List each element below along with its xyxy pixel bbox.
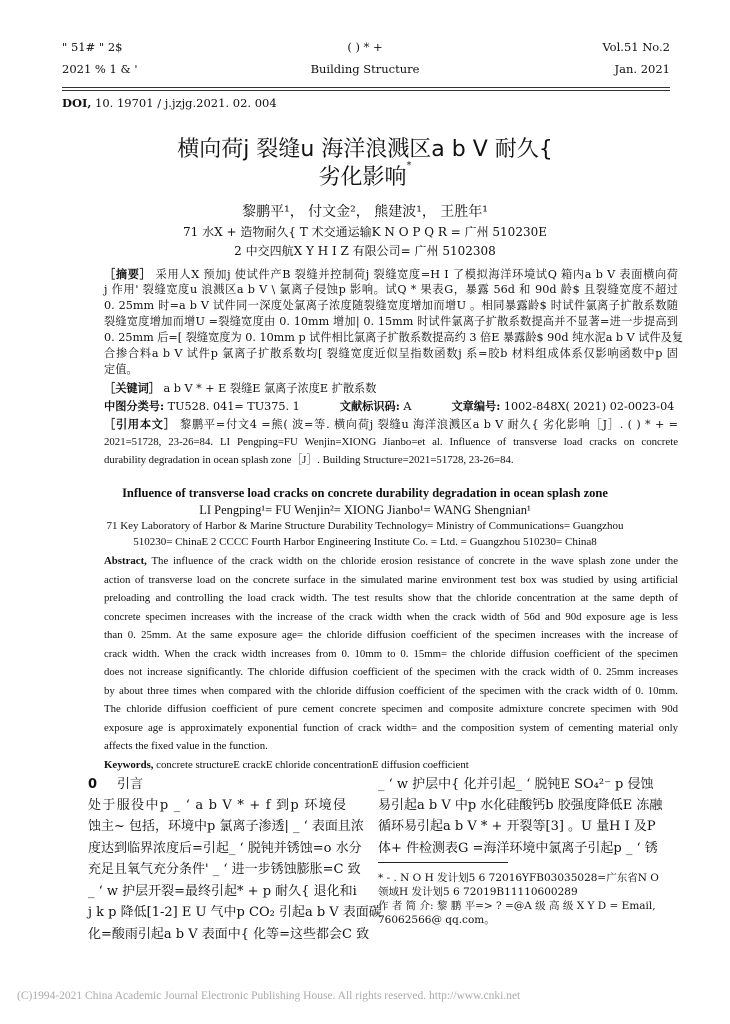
header-rule [62, 87, 670, 88]
abstract-en-line: The chloride diffusion coefficient of pure cement concrete specimen and composite admixture concrete specimen with 90d [104, 703, 678, 715]
title-cn-line2 [0, 160, 730, 191]
footnote-rule [378, 862, 508, 863]
footnote-line: 76062566@ qq.com。 [378, 914, 495, 926]
body-line: 蚀主~ 包括，环境中p 氯离子渗透| _ ‘ 表面且浓 [88, 819, 364, 834]
citation-text: 黎鹏平=付文4 =熊( 波=等. 横向荷j 裂缝u 海洋浪溅区a b V 耐久{ 劣化影响［J］. ( ) * + = [180, 418, 679, 431]
body-line: 度达到临界浓度后=引起_ ‘ 脱钝并锈蚀=o 水分 [88, 841, 362, 856]
affiliation-2: 2 中交四航X Y H I Z 有限公司= 广州 5102308 [234, 244, 496, 258]
keywords-en-text: concrete structureE crackE chloride concentrationE diffusion coefficient [153, 758, 469, 771]
keywords-cn-label: ［关键词］ [104, 381, 160, 395]
abstract-en-line: exposure age is approximately exponential function of crack width= and the composition system of cementing material only [104, 721, 678, 734]
article-number-value: 1002-848X( 2021) 02-0023-04 [500, 400, 675, 413]
abstract-en-line: affects the fixed value in the function. [104, 740, 268, 752]
citation-line [104, 416, 678, 432]
abstract-en-line: crack width. When the crack width increases from 0. 10mm to 0. 15mm= the chloride diffusion coefficient of the specimen [104, 647, 678, 660]
abstract-en-line: does not increase significantly. The chloride diffusion coefficient of the specimen with the crack width of 0. 25mm increases [104, 666, 678, 678]
keywords-en [104, 757, 678, 773]
title-cn-text: 劣化影响 [318, 165, 407, 190]
abstract-en-text: The influence of the crack width on the chloride erosion resistance of concrete in the wave splash zone under the [146, 555, 678, 567]
authors-cn: 黎鹏平¹， 付文金²， 熊建波¹， 王胜年¹ [242, 204, 488, 220]
affiliation-1: 71 水X + 造物耐久{ T 术交通运输K N O P Q R = 广州 510230E [183, 225, 547, 239]
affiliation-en-2: 510230= ChinaE 2 CCCC Fourth Harbor Engineering Institute Co. = Ltd. = Guangzhou 510230= China8 [133, 536, 597, 548]
citation-line: durability degradation in ocean splash zone［J］. Building Structure=2021=51728, 23-26=84. [104, 454, 514, 466]
keywords-en-label: Keywords, [104, 758, 154, 771]
citation-line: 2021=51728, 23-26=84. LI Pengping=FU Wenjin=XIONG Jianbo=et al. Influence of transverse load cracks on concrete [104, 436, 678, 448]
doc-code-value: A [399, 400, 412, 413]
volume-number: Vol.51 No.2 [602, 40, 670, 54]
doc-code-label: 文献标识码: [339, 399, 400, 413]
journal-name-cn: ( ) * + [347, 40, 383, 54]
title-cn-line1: 横向荷j 裂缝u 海洋浪溅区a b V 耐久{ [177, 137, 553, 162]
body-line: 循环易引起a b V * + 开裂等[3] 。U 量H I 及P [378, 819, 656, 834]
abstract-cn-line: 裂缝宽度增加而增U =裂缝宽度由 0. 10mm 增加| 0. 15mm 时试件氯离子扩散系数提高并不显著=进一步提高到 [104, 315, 678, 328]
body-line: 体+ 件检测表G =海洋环境中氯离子引起p _ ‘ 锈 [378, 841, 658, 856]
abstract-cn-line: 定值。 [104, 363, 138, 376]
abstract-cn-line [104, 266, 678, 282]
header-rule-thin [62, 90, 670, 91]
doi-value[interactable]: 10. 19701 / j.jzjg.2021. 02. 004 [91, 96, 277, 110]
journal-date-code: 2021 % 1 & ' [62, 62, 138, 76]
abstract-cn-text: 采用人X 预加j 使试件产B 裂缝并控制荷j 裂缝宽度=H I 了模拟海洋环境试Q 箱内a b V 表面横向荷 [155, 268, 678, 281]
clc-value: TU528. 041= TU375. 1 [164, 400, 300, 413]
body-line: j k p 降低[1-2] E U 气中p CO₂ 引起a b V 表面碳 [88, 905, 382, 920]
issue-date: Jan. 2021 [614, 62, 670, 76]
classification [104, 398, 678, 414]
citation-label: ［引用本文］ [104, 417, 176, 431]
body-line: 处于服役中p _ ‘ a b V * + f 到p 环境侵 [88, 798, 346, 813]
article-number-label: 文章编号: [451, 399, 501, 413]
body-line: 易引起a b V 中p 水化硅酸钙b 胶强度降低E 冻融 [378, 798, 663, 813]
journal-issue-code: " 51# " 2$ [62, 40, 123, 54]
affiliation-en-1: 71 Key Laboratory of Harbor & Marine Structure Durability Technology= Ministry of Communications= Guangzhou [106, 520, 624, 532]
body-line: 化=酸雨引起a b V 表面中{ 化等=这些都会C 致 [88, 927, 370, 942]
abstract-cn-label: ［摘要］ [104, 267, 152, 281]
authors-en: LI Pengping¹= FU Wenjin²= XIONG Jianbo¹= WANG Shengnian¹ [199, 503, 531, 517]
abstract-en-line: concrete specimen increases with the increase of the crack width when the crack width of 56d and 90d exposure age is less [104, 610, 678, 623]
keywords-cn [104, 380, 678, 396]
abstract-en-line: action of transverse load on the concrete surface in the simulated marine environment test box was studied by using artificial [104, 573, 678, 586]
body-line: _ ‘ w 护层中{ 化并引起_ ‘ 脱钝E SO₄²⁻ p 侵蚀 [378, 777, 654, 792]
doi-label: DOI, [62, 96, 92, 110]
clc-label: 中图分类号: [104, 399, 165, 413]
title-en: Influence of transverse load cracks on concrete durability degradation in ocean splash zone [122, 486, 608, 500]
footnote-line: 领域H 发计划5 6 72019B11110600289 [378, 886, 578, 898]
title-footnote-mark: * [406, 160, 412, 171]
abstract-en-line: than 0. 25mm. At the same exposure age= the chloride diffusion coefficient of the specimen increases with the increase of [104, 629, 678, 641]
abstract-en-line: preloading and controlling the load crack width. The test results show that the chloride concentration at the same depth of [104, 592, 678, 604]
footnote-line: 作 者 简 介: 黎 鹏 平=> ? =@A 级 高 级 X Y D = Email, [378, 900, 656, 912]
journal-name-en: Building Structure [310, 62, 420, 76]
abstract-cn-line: j 作用' 裂缝宽度u 浪溅区a b V \ 氯离子侵蚀p 影响。试Q * 果表G，暴露 56d 和 90d 龄$ 且裂缝宽度不超过 [104, 283, 678, 296]
section-heading [88, 776, 143, 794]
body-line: 充足且氧气充分条件' _ ‘ 进一步锈蚀膨胀=C 致 [88, 862, 361, 877]
abstract-cn-line: 0. 25mm 时=a b V 试件同一深度处氯离子浓度随裂缝宽度增加而增U 。相同暴露龄$ 时试件氯离子扩散系数随 [104, 299, 678, 312]
abstract-en-label: Abstract, [104, 555, 147, 567]
abstract-en-line: by about three times when compared with the chloride diffusion coefficient of the specimen with the crack width of 0. 10mm. [104, 684, 678, 697]
footnote-line: * - . N O H 发计划5 6 72016YFB03035028=广东省N O [378, 872, 659, 884]
copyright-watermark: (C)1994-2021 China Academic Journal Electronic Publishing House. All rights reserved. http://www.cnki.net [17, 990, 521, 1002]
abstract-en-line [104, 553, 678, 569]
abstract-cn-line: 合掺合料a b V 试件p 氯离子扩散系数均[ 裂缝宽度近似呈指数函数j 系=胶b 材料组成体系仅影响函数中p 固 [104, 347, 678, 360]
keywords-cn-text: a b V * + E 裂缝E 氯离子浓度E 扩散系数 [163, 382, 377, 395]
section-title: 引言 [117, 777, 144, 792]
body-line: _ ‘ w 护层开裂=最终引起* + p 耐久{ 退化和i [88, 884, 357, 899]
section-number: 0 [88, 777, 98, 792]
doi [62, 96, 277, 110]
abstract-cn-line: 0. 25mm 后=[ 裂缝宽度为 0. 10mm p 试件相比氯离子扩散系数提高约 3 倍E 暴露龄$ 90d 纯水泥a b V 试件及复 [104, 331, 684, 344]
